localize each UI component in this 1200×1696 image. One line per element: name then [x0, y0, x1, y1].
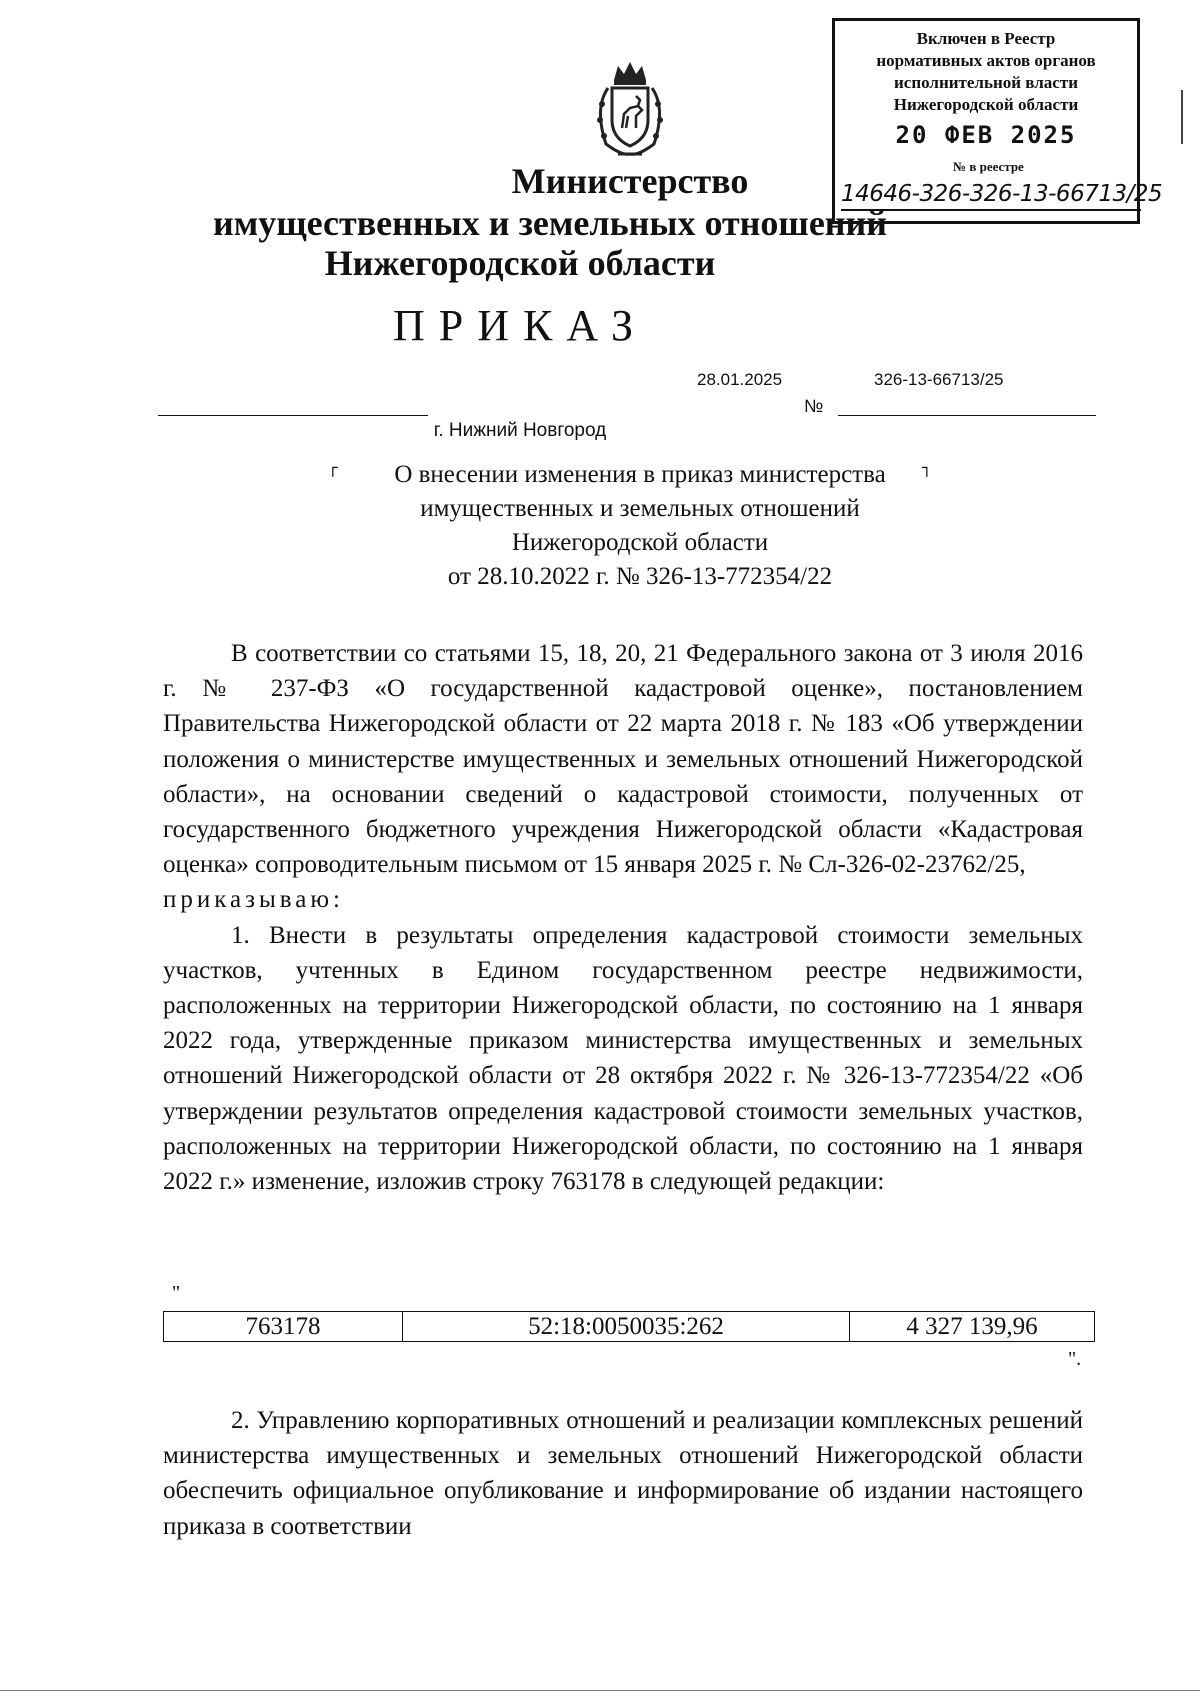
- item-1-paragraph: 1. Внести в результаты определения кадастровой стоимости земельных участков, учтенных в Едином государственном реестре недвижимости, расположенных на территории Нижегородской области, по состоянию на 1 января 2022 года, утвержденные приказом министерства имущественных и земельных отношений Нижегородской области от 28 октября 2022 г. № 326-13-772354/22 «Об утверждении результатов определения кадастровой стоимости земельных участков, расположенных на территории Нижегородской области, по состоянию на 1 января 2022 г.» изменение, изложив строку 763178 в следующей редакции:: [163, 921, 1083, 1196]
- scan-edge-line: [0, 1690, 1200, 1691]
- row-number-cell: 763178: [164, 1312, 403, 1342]
- item-2-paragraph: 2. Управлению корпоративных отношений и реализации комплексных решений министерства имущественных и земельных отношений Нижегородской области обеспечить официальное опубликование и информирование об издании настоящего приказа в соответствии: [163, 1407, 1083, 1540]
- scan-margin-mark: [1181, 90, 1183, 144]
- ministry-title-line-2: имущественных и земельных отношений: [212, 203, 888, 243]
- stamp-date: 20 ФЕВ 2025: [895, 121, 1077, 149]
- stamp-line-3: исполнительной власти: [894, 73, 1078, 92]
- document-type-title: ПРИКАЗ: [392, 301, 648, 350]
- ministry-title-line-3: Нижегородской области: [324, 243, 716, 283]
- order-word: приказываю:: [163, 886, 344, 914]
- coat-of-arms-icon: [578, 58, 682, 162]
- stamp-line-1: Включен в Реестр: [916, 29, 1056, 48]
- cadastral-value-cell: 4 327 139,96: [850, 1312, 1095, 1342]
- ministry-title-line-1: Министерство: [511, 161, 749, 201]
- number-sign: №: [804, 396, 824, 416]
- stamp-line-2: нормативных актов органов: [876, 51, 1096, 70]
- cadastral-number-cell: 52:18:0050035:262: [403, 1312, 850, 1342]
- quote-close: ".: [1068, 1348, 1082, 1370]
- quote-open: ": [172, 1282, 181, 1304]
- order-date: 28.01.2025: [697, 370, 783, 389]
- subject-line-2: имущественных и земельных отношений: [420, 495, 860, 522]
- stamp-regnum: 14646-326-326-13-66713/25: [841, 179, 1141, 211]
- subject-line-4: от 28.10.2022 г. № 326-13-772354/22: [447, 563, 833, 590]
- order-body: [163, 636, 1083, 1199]
- item-2-block: [163, 1403, 1083, 1544]
- number-underline: [838, 415, 1096, 416]
- order-number: 326-13-66713/25: [874, 370, 1004, 389]
- cadastral-table: [163, 1311, 1095, 1342]
- date-underline: [158, 415, 428, 416]
- stamp-line-4: Нижегородской области: [893, 95, 1079, 114]
- preamble-paragraph: В соответствии со статьями 15, 18, 20, 21 Федерального закона от 3 июля 2016 г. № 237-ФЗ «О государственной кадастровой оценке», постановлением Правительства Нижегородской области от 22 марта 2018 г. № 183 «Об утверждении положения о министерстве имущественных и земельных отношений Нижегородской области», на основании сведений о кадастровой стоимости, полученных от государственного бюджетного учреждения Нижегородской области «Кадастровая оценка» сопроводительным письмом от 15 января 2025 г. № Сл-326-02-23762/25,: [163, 640, 1083, 879]
- stamp-regnum-label: № в реестре: [953, 159, 1024, 174]
- city-label: г. Нижний Новгород: [433, 420, 607, 441]
- subject-line-3: Нижегородской области: [511, 529, 769, 556]
- corner-mark-left: ┌: [328, 458, 338, 477]
- table-row: [164, 1312, 1095, 1342]
- corner-mark-right: ┐: [922, 458, 932, 477]
- subject-line-1: О внесении изменения в приказ министерства: [394, 461, 886, 488]
- order-subject: [340, 458, 940, 594]
